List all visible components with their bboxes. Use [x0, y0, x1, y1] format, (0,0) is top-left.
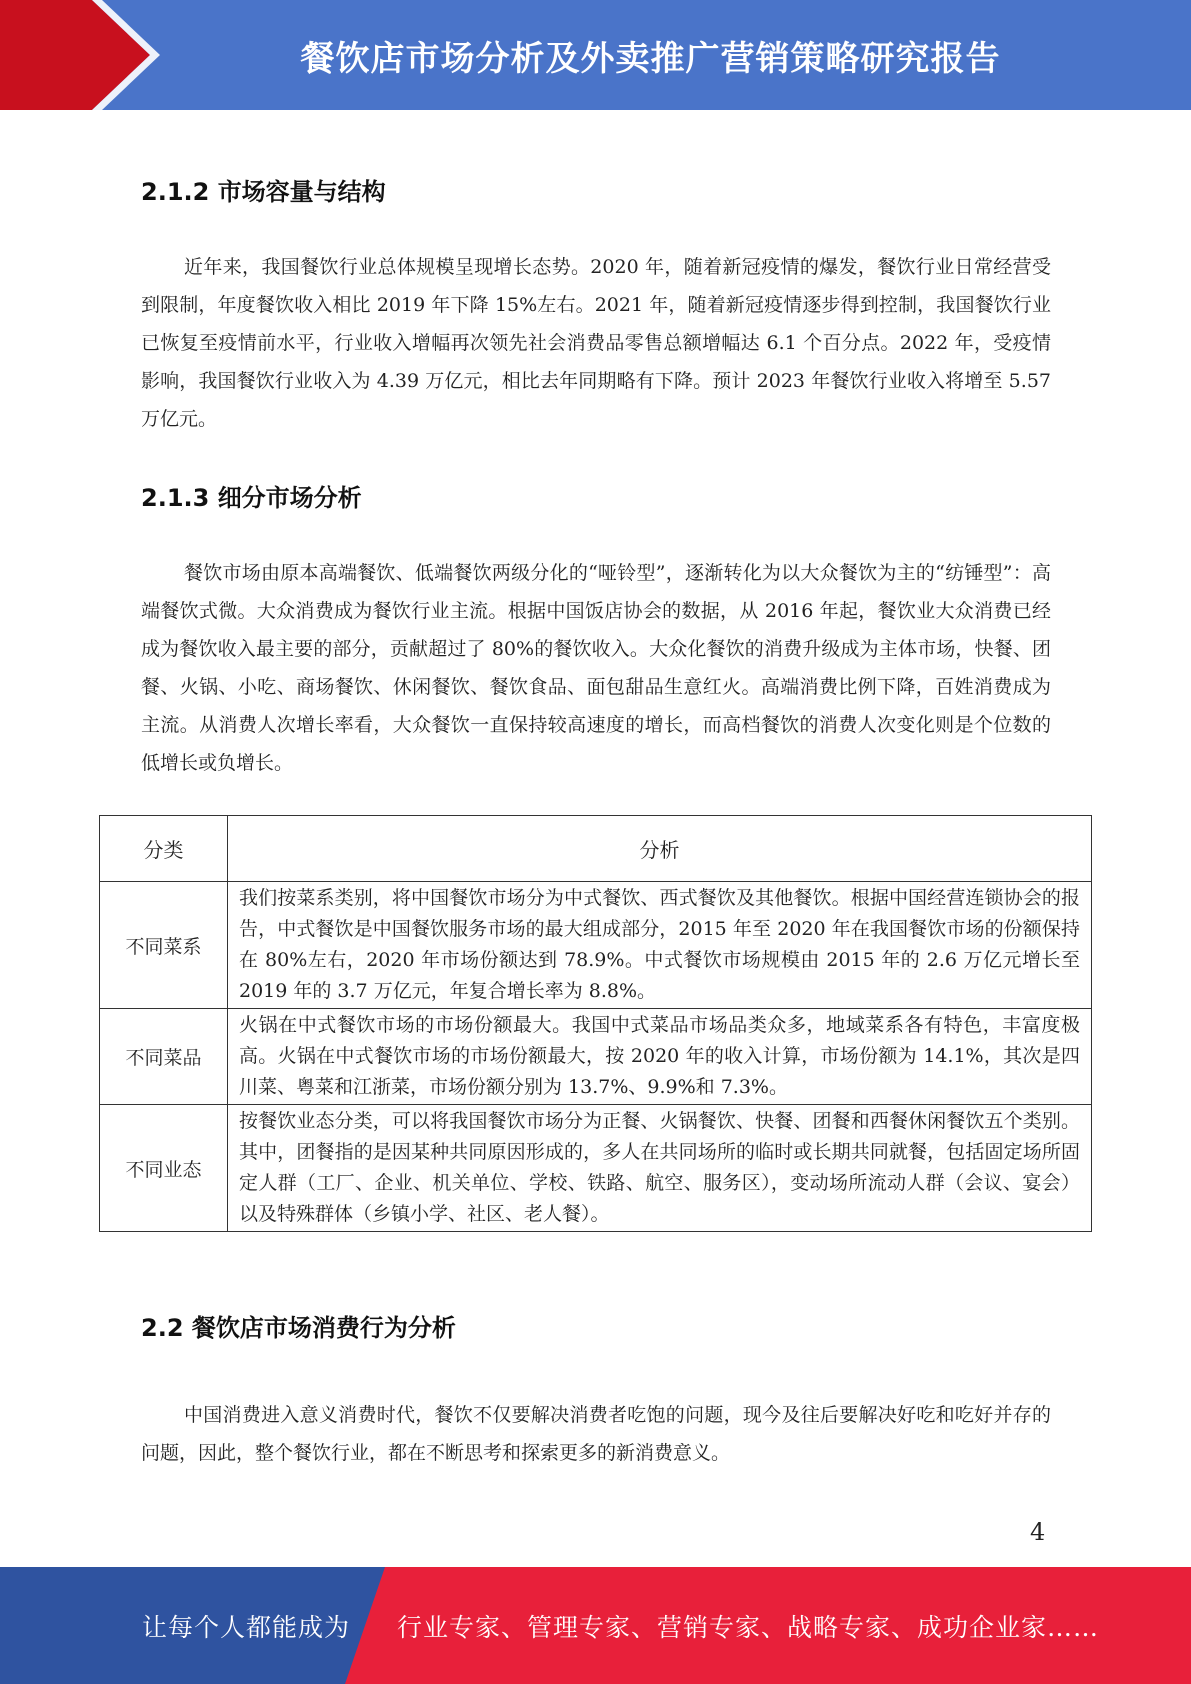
- report-title: 餐饮店市场分析及外卖推广营销策略研究报告: [300, 38, 1001, 79]
- table-cell-category: 不同业态: [100, 1105, 228, 1232]
- table-cell-analysis: 按餐饮业态分类，可以将我国餐饮市场分为正餐、火锅餐饮、快餐、团餐和西餐休闲餐饮五个类别。其中，团餐指的是因某种共同原因形成的，多人在共同场所的临时或长期共同就餐，包括固定场所固定人群（工厂、企业、机关单位、学校、铁路、航空、服务区），变动场所流动人群（会议、宴会）以及特殊群体（乡镇小学、社区、老人餐）。: [228, 1105, 1092, 1232]
- page-header: [0, 0, 1191, 110]
- section-paragraph-2-1-2: 近年来，我国餐饮行业总体规模呈现增长态势。2020 年，随着新冠疫情的爆发，餐饮行业日常经营受到限制，年度餐饮收入相比 2019 年下降 15%左右。2021 年，随着新冠疫情逐步得到控制，我国餐饮行业已恢复至疫情前水平，行业收入增幅再次领先社会消费品零售总额增幅达 6.1 个百分点。2022 年，受疫情影响，我国餐饮行业收入为 4.39 万亿元，相比去年同期略有下降。预计 2023 年餐饮行业收入将增至 5.57 万亿元。: [141, 256, 1051, 430]
- footer-slogan-left: 让每个人都能成为: [142, 1612, 351, 1642]
- section-heading-2-1-3: 2.1.3 细分市场分析: [141, 484, 362, 512]
- table-header-row: [100, 816, 1092, 882]
- section-paragraph-2-2: 中国消费进入意义消费时代，餐饮不仅要解决消费者吃饱的问题，现今及往后要解决好吃和吃好并存的问题，因此，整个餐饮行业，都在不断思考和探索更多的新消费意义。: [141, 1404, 1051, 1464]
- table-cell-category: 不同菜系: [100, 882, 228, 1009]
- table-cell-analysis: 我们按菜系类别，将中国餐饮市场分为中式餐饮、西式餐饮及其他餐饮。根据中国经营连锁协会的报告，中式餐饮是中国餐饮服务市场的最大组成部分，2015 年至 2020 年在我国餐饮市场的份额保持在 80%左右，2020 年市场份额达到 78.9%。中式餐饮市场规模由 2015 年的 2.6 万亿元增长至 2019 年的 3.7 万亿元，年复合增长率为 8.8%。: [228, 882, 1092, 1009]
- page-footer: [0, 1567, 1191, 1684]
- section-paragraph-2-1-3: 餐饮市场由原本高端餐饮、低端餐饮两级分化的“哑铃型”，逐渐转化为以大众餐饮为主的“纺锤型”：高端餐饮式微。大众消费成为餐饮行业主流。根据中国饭店协会的数据，从 2016 年起，餐饮业大众消费已经成为餐饮收入最主要的部分，贡献超过了 80%的餐饮收入。大众化餐饮的消费升级成为主体市场，快餐、团餐、火锅、小吃、商场餐饮、休闲餐饮、餐饮食品、面包甜品生意红火。高端消费比例下降，百姓消费成为主流。从消费人次增长率看，大众餐饮一直保持较高速度的增长，而高档餐饮的消费人次变化则是个位数的低增长或负增长。: [141, 562, 1051, 774]
- table-header-analysis: 分析: [228, 816, 1092, 882]
- table-row: [100, 882, 1092, 1009]
- table-row: [100, 1009, 1092, 1105]
- market-segment-table: [99, 815, 1092, 1232]
- table-header-category: 分类: [100, 816, 228, 882]
- footer-slogan-right: 行业专家、管理专家、营销专家、战略专家、成功企业家……: [397, 1612, 1100, 1642]
- section-heading-2-1-2: 2.1.2 市场容量与结构: [141, 178, 386, 206]
- table-cell-category: 不同菜品: [100, 1009, 228, 1105]
- table-cell-analysis: 火锅在中式餐饮市场的市场份额最大。我国中式菜品市场品类众多，地域菜系各有特色，丰富度极高。火锅在中式餐饮市场的市场份额最大，按 2020 年的收入计算，市场份额为 14.1%，其次是四川菜、粤菜和江浙菜，市场份额分别为 13.7%、9.9%和 7.3%。: [228, 1009, 1092, 1105]
- section-heading-2-2: 2.2 餐饮店市场消费行为分析: [141, 1314, 456, 1342]
- page-number: 4: [1030, 1518, 1046, 1546]
- table-row: [100, 1105, 1092, 1232]
